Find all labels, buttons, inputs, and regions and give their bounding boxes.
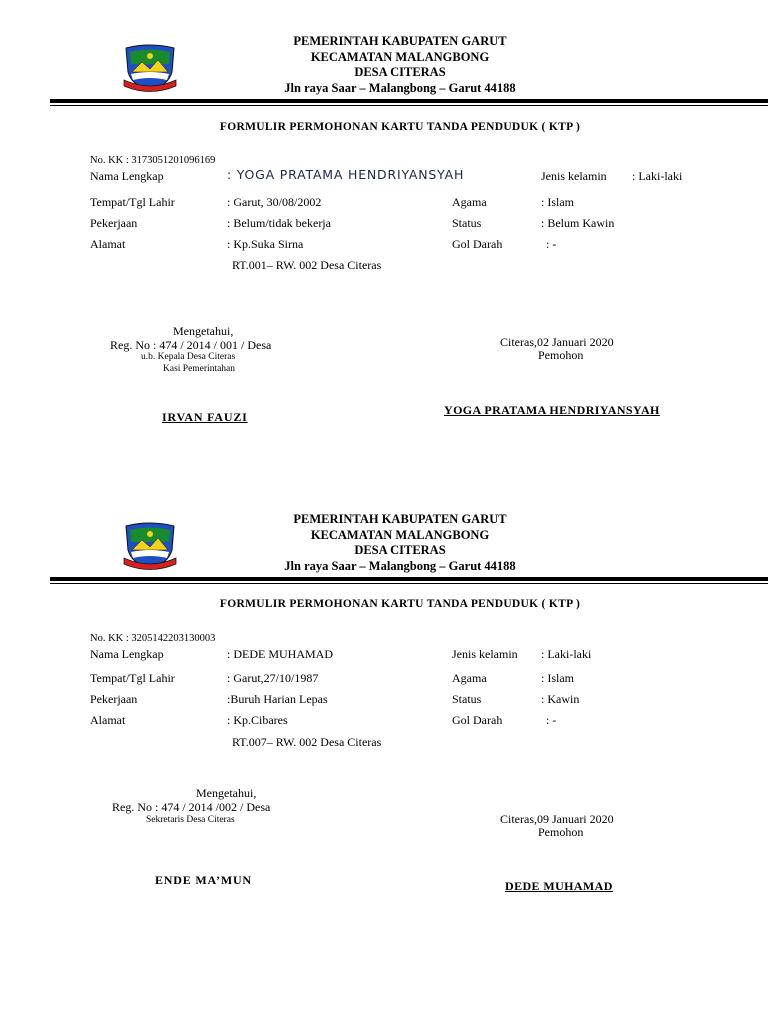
header-divider-thick bbox=[50, 99, 768, 103]
reg-number: Reg. No : 474 / 2014 /002 / Desa bbox=[112, 800, 271, 814]
ttl-label: Tempat/Tgl Lahir bbox=[90, 671, 175, 685]
header-government: PEMERINTAH KABUPATEN GARUT bbox=[293, 512, 507, 526]
nama-value: : DEDE MUHAMAD bbox=[227, 647, 333, 661]
pekerjaan-value: : Belum/tidak bekerja bbox=[227, 216, 331, 230]
form-title: FORMULIR PERMOHONAN KARTU TANDA PENDUDUK ( KTP ) bbox=[219, 598, 581, 610]
header bbox=[150, 512, 650, 574]
official-signature-name: ENDE MA’MUN bbox=[155, 873, 252, 887]
rt-rw: RT.007– RW. 002 Desa Citeras bbox=[232, 735, 382, 749]
status-label: Status bbox=[452, 692, 482, 706]
agama-label: Agama bbox=[452, 671, 487, 685]
mengetahui: Mengetahui, bbox=[173, 324, 234, 338]
agama-value: : Islam bbox=[541, 671, 574, 685]
jenis-kelamin-label: Jenis kelamin bbox=[452, 647, 518, 661]
mengetahui: Mengetahui, bbox=[196, 786, 257, 800]
sekretaris-desa: Sekretaris Desa Citeras bbox=[146, 815, 235, 825]
pemohon: Pemohon bbox=[538, 825, 584, 839]
nama-label: Nama Lengkap bbox=[90, 169, 164, 183]
agama-value: : Islam bbox=[541, 195, 574, 209]
gol-darah-value: : - bbox=[546, 713, 557, 727]
header-divider-thin bbox=[50, 105, 768, 106]
pekerjaan-label: Pekerjaan bbox=[90, 692, 138, 706]
header-government: PEMERINTAH KABUPATEN GARUT bbox=[293, 34, 507, 48]
header-village: DESA CITERAS bbox=[354, 65, 446, 79]
header-address: Jln raya Saar – Malangbong – Garut 44188 bbox=[284, 80, 516, 95]
header-address: Jln raya Saar – Malangbong – Garut 44188 bbox=[284, 558, 516, 573]
place-date: Citeras,02 Januari 2020 bbox=[500, 335, 614, 349]
alamat-label: Alamat bbox=[90, 237, 126, 251]
place-date: Citeras,09 Januari 2020 bbox=[500, 812, 614, 826]
reg-number: Reg. No : 474 / 2014 / 001 / Desa bbox=[110, 338, 272, 352]
ttl-value: : Garut,27/10/1987 bbox=[227, 671, 319, 685]
rt-rw: RT.001– RW. 002 Desa Citeras bbox=[232, 258, 382, 272]
alamat-value: : Kp.Suka Sirna bbox=[227, 237, 304, 251]
no-kk: No. KK : 3173051201096169 bbox=[90, 155, 216, 166]
header bbox=[150, 34, 650, 96]
ttl-value: : Garut, 30/08/2002 bbox=[227, 195, 322, 209]
alamat-label: Alamat bbox=[90, 713, 126, 727]
header-divider-thin bbox=[50, 583, 768, 584]
alamat-value: : Kp.Cibares bbox=[227, 713, 288, 727]
pekerjaan-label: Pekerjaan bbox=[90, 216, 138, 230]
applicant-signature-name: DEDE MUHAMAD bbox=[505, 879, 613, 893]
gol-darah-label: Gol Darah bbox=[452, 713, 503, 727]
nama-value: : YOGA PRATAMA HENDRIYANSYAH bbox=[227, 167, 465, 182]
header-village: DESA CITERAS bbox=[354, 543, 446, 557]
ub-kepala-desa: u.b. Kepala Desa Citeras bbox=[141, 352, 236, 362]
gol-darah-value: : - bbox=[546, 237, 557, 251]
pekerjaan-value: :Buruh Harian Lepas bbox=[227, 692, 328, 706]
applicant-signature-name: YOGA PRATAMA HENDRIYANSYAH bbox=[444, 403, 660, 417]
jenis-kelamin-label: Jenis kelamin bbox=[541, 169, 607, 183]
agama-label: Agama bbox=[452, 195, 487, 209]
status-label: Status bbox=[452, 216, 482, 230]
nama-label: Nama Lengkap bbox=[90, 647, 164, 661]
official-signature-name: IRVAN FAUZI bbox=[162, 410, 248, 424]
header-district: KECAMATAN MALANGBONG bbox=[310, 527, 490, 542]
form-title: FORMULIR PERMOHONAN KARTU TANDA PENDUDUK ( KTP ) bbox=[219, 121, 581, 133]
no-kk: No. KK : 3205142203130003 bbox=[90, 633, 216, 644]
header-divider-thick bbox=[50, 577, 768, 581]
header-district: KECAMATAN MALANGBONG bbox=[310, 49, 490, 64]
status-value: : Kawin bbox=[541, 692, 580, 706]
jenis-kelamin-value: : Laki-laki bbox=[632, 169, 683, 183]
ttl-label: Tempat/Tgl Lahir bbox=[90, 195, 175, 209]
kasi-pemerintahan: Kasi Pemerintahan bbox=[163, 364, 236, 374]
pemohon: Pemohon bbox=[538, 348, 584, 362]
gol-darah-label: Gol Darah bbox=[452, 237, 503, 251]
status-value: : Belum Kawin bbox=[541, 216, 615, 230]
jenis-kelamin-value: : Laki-laki bbox=[541, 647, 592, 661]
